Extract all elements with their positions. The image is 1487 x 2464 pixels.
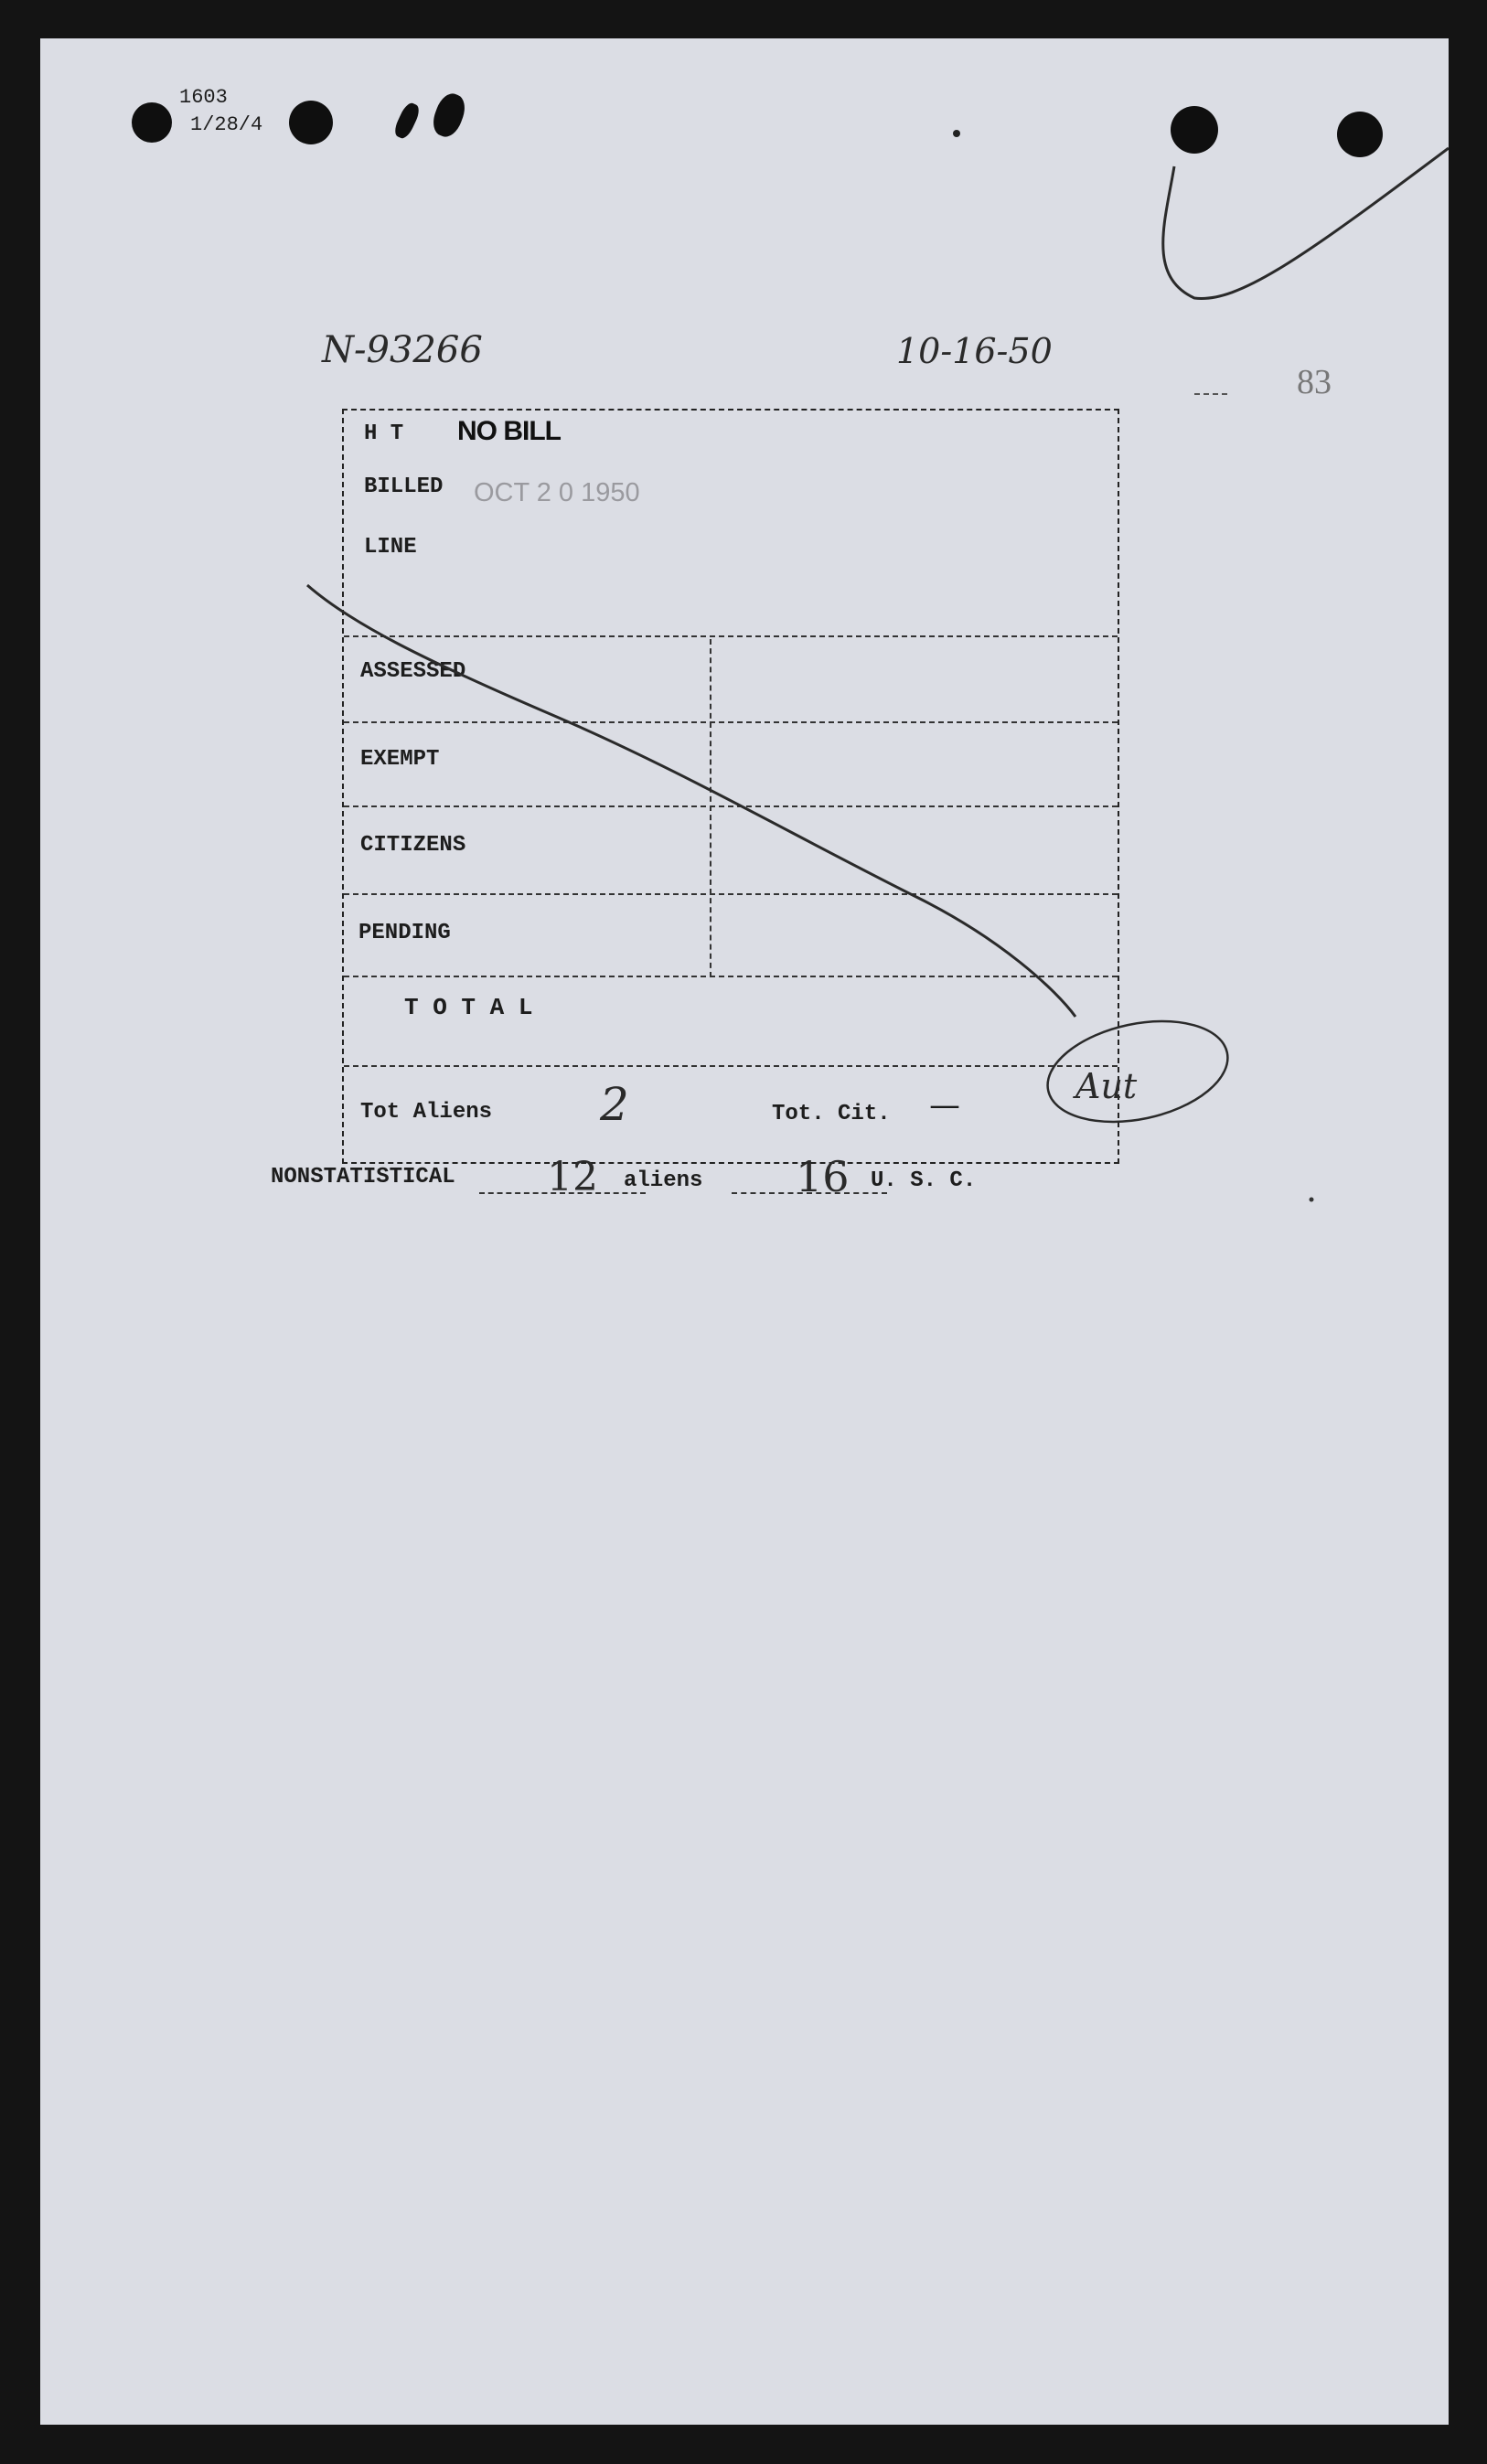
billed-stamp: OCT 2 0 1950	[474, 478, 640, 507]
ht-label: H T	[364, 421, 404, 446]
line-label: LINE	[364, 535, 417, 560]
row-label-exempt: EXEMPT	[360, 747, 440, 772]
corner-note-line2: 1/28/4	[190, 113, 263, 136]
nonstat-aliens-value: 12	[547, 1154, 598, 1200]
row-label-assessed: ASSESSED	[360, 659, 466, 684]
billed-label: BILLED	[364, 475, 444, 499]
nonstat-aliens-label: aliens	[624, 1168, 703, 1193]
diagonal-strike-line	[307, 585, 1075, 1017]
ht-stamp: NO BILL	[457, 416, 561, 446]
tot-aliens-label: Tot Aliens	[360, 1100, 493, 1125]
row-label-pending: PENDING	[358, 921, 451, 945]
document-page	[40, 38, 1449, 2425]
check-mark	[1163, 148, 1449, 298]
ink-dot-1	[953, 130, 960, 137]
page-number: 83	[1297, 363, 1332, 401]
pen-marks	[40, 38, 1449, 2425]
date-handwritten: 10-16-50	[896, 331, 1053, 371]
corner-note-line1: 1603	[179, 86, 228, 109]
tot-aliens-value: 2	[600, 1078, 629, 1131]
initials-circle	[1038, 1006, 1236, 1136]
nonstat-usc-value: 16	[796, 1152, 850, 1201]
file-number: N-93266	[322, 329, 483, 371]
nonstat-label: NONSTATISTICAL	[271, 1165, 455, 1189]
total-label: T O T A L	[404, 994, 533, 1021]
ink-dot-2	[1310, 1198, 1314, 1202]
nonstat-usc-label: U. S. C.	[871, 1168, 977, 1193]
tot-cit-value: —	[929, 1087, 960, 1124]
row-label-citizens: CITIZENS	[360, 833, 466, 858]
initials: Aut	[1075, 1066, 1138, 1106]
tot-cit-label: Tot. Cit.	[772, 1102, 891, 1126]
